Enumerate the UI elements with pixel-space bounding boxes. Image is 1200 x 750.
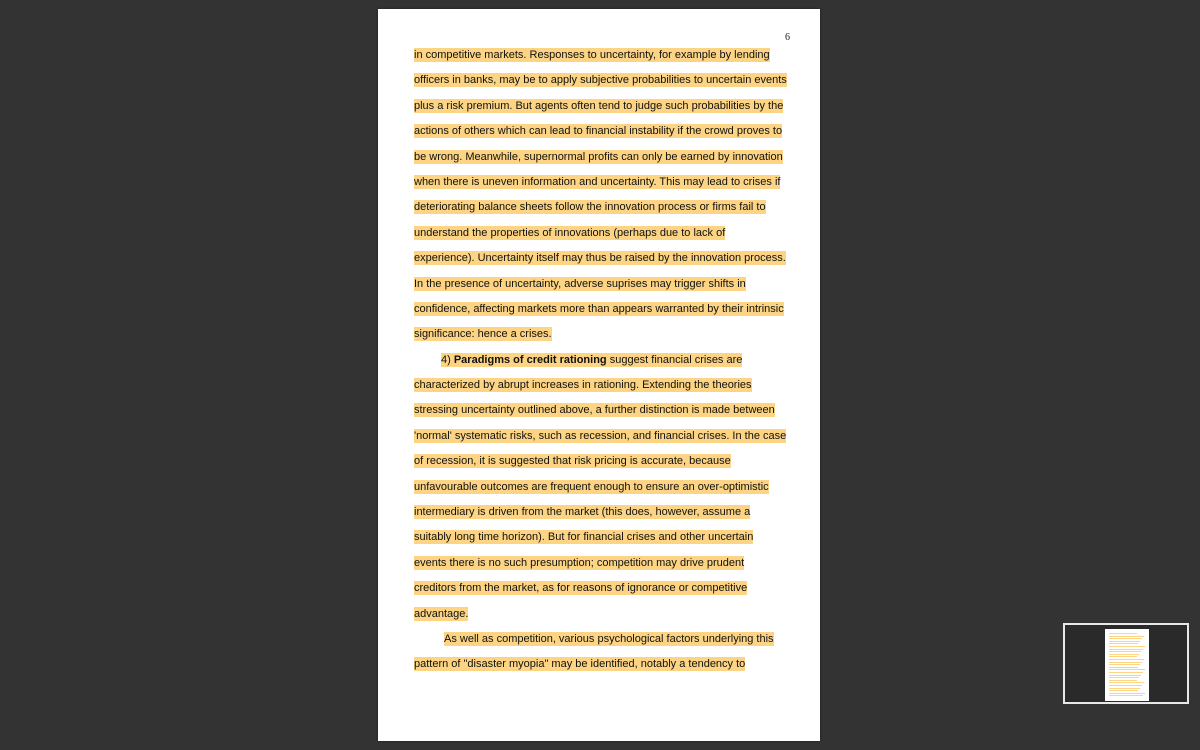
text-segment: of recession, it is suggested that risk pricing is accurate, because (414, 455, 731, 468)
text-segment: As well as competition, various psychological factors underlying this (444, 632, 774, 645)
text-line (414, 475, 804, 500)
thumbnail-line (1109, 651, 1141, 652)
text-segment: pattern of "disaster myopia" may be identified, notably a tendency to (414, 658, 746, 671)
text-segment: unfavourable outcomes are frequent enough to ensure an over-optimistic (414, 480, 769, 493)
text-line (414, 551, 804, 576)
highlighted-text (414, 429, 786, 443)
thumbnail-line (1109, 664, 1140, 665)
highlighted-text (414, 226, 725, 240)
highlighted-text (414, 607, 468, 621)
document-page (378, 9, 820, 741)
highlighted-text (414, 403, 775, 417)
text-line (414, 348, 804, 373)
text-line (414, 398, 804, 423)
highlighted-text (414, 150, 783, 164)
thumbnail-line (1109, 682, 1144, 683)
highlighted-text (441, 353, 742, 367)
highlighted-text (414, 556, 744, 570)
thumbnail-line (1109, 688, 1140, 689)
highlighted-text (414, 251, 786, 265)
thumbnail-line (1109, 672, 1143, 673)
text-segment: understand the properties of innovations (perhaps due to lack of (414, 226, 726, 239)
page-number: 6 (785, 32, 790, 43)
highlighted-text (414, 581, 747, 595)
highlighted-text (414, 505, 750, 519)
text-segment: 'normal' systematic risks, such as recession, and financial crises. In the case (414, 429, 787, 442)
text-segment: 4) (441, 353, 454, 366)
text-line (414, 246, 804, 271)
page-navigator[interactable] (1063, 623, 1189, 704)
text-segment: suitably long time horizon). But for financial crises and other uncertain (414, 531, 754, 544)
text-line (414, 272, 804, 297)
highlighted-text (414, 327, 552, 341)
thumbnail-line (1109, 677, 1139, 678)
thumbnail-line (1109, 690, 1138, 691)
text-segment: actions of others which can lead to financial instability if the crowd proves to (414, 125, 783, 138)
text-line (414, 170, 804, 195)
thumbnail-line (1109, 641, 1140, 642)
highlighted-text (414, 200, 766, 214)
text-segment: In the presence of uncertainty, adverse suprises may trigger shifts in (414, 277, 746, 290)
highlighted-text (414, 48, 770, 62)
highlighted-text (414, 480, 769, 494)
text-segment: be wrong. Meanwhile, supernormal profits can only be earned by innovation (414, 150, 783, 163)
thumbnail-line (1109, 695, 1143, 696)
text-line (414, 652, 804, 677)
highlighted-text (414, 302, 784, 316)
text-segment: officers in banks, may be to apply subjective probabilities to uncertain events (414, 74, 787, 87)
text-line (414, 424, 804, 449)
thumbnail-line (1109, 669, 1145, 670)
highlighted-text (414, 277, 746, 291)
highlighted-text (414, 530, 753, 544)
highlighted-text (414, 454, 731, 468)
thumbnail-line (1109, 646, 1145, 647)
text-line (414, 43, 804, 68)
text-segment: characterized by abrupt increases in rationing. Extending the theories (414, 379, 752, 392)
thumbnail-line (1109, 633, 1137, 634)
highlighted-text (414, 657, 745, 671)
text-line (414, 500, 804, 525)
text-segment: confidence, affecting markets more than appears warranted by their intrinsic (414, 302, 784, 315)
highlighted-text (414, 124, 782, 138)
text-segment: in competitive markets. Responses to uncertainty, for example by lending (414, 49, 770, 61)
highlighted-text (414, 175, 780, 189)
thumbnail-line (1109, 667, 1138, 668)
text-segment: advantage. (414, 607, 469, 620)
text-line (414, 602, 804, 627)
thumbnail-line (1109, 636, 1144, 637)
text-segment: when there is uneven information and uncertainty. This may lead to crises if (414, 175, 781, 188)
text-segment: stressing uncertainty outlined above, a further distinction is made between (414, 404, 775, 417)
text-segment: events there is no such presumption; competition may drive prudent (414, 556, 745, 569)
thumbnail-line (1109, 685, 1142, 686)
text-segment: suggest financial crises are (606, 353, 743, 366)
text-line (414, 68, 804, 93)
text-line (414, 576, 804, 601)
text-line (414, 94, 804, 119)
text-line (414, 195, 804, 220)
thumbnail-line (1109, 638, 1142, 639)
text-line (414, 145, 804, 170)
highlighted-text (414, 378, 752, 392)
bold-text-segment: Paradigms of credit rationing (453, 353, 607, 366)
text-segment: intermediary is driven from the market (this does, however, assume a (414, 506, 751, 519)
thumbnail-line (1109, 680, 1137, 681)
highlighted-text (444, 632, 774, 646)
text-segment: deteriorating balance sheets follow the innovation process or firms fail to (414, 201, 766, 214)
thumbnail-line (1109, 662, 1142, 663)
text-line (414, 373, 804, 398)
text-segment: creditors from the market, as for reasons of ignorance or competitive (414, 582, 748, 595)
highlighted-text (414, 99, 783, 113)
text-line (414, 119, 804, 144)
thumbnail-line (1109, 659, 1144, 660)
page-text (414, 43, 804, 678)
text-segment: plus a risk premium. But agents often tend to judge such probabilities by the (414, 99, 784, 112)
text-line (414, 627, 804, 652)
thumbnail-line (1109, 654, 1139, 655)
thumbnail-line (1109, 675, 1141, 676)
text-line (414, 449, 804, 474)
thumbnail-line (1109, 693, 1145, 694)
highlighted-text (414, 73, 787, 87)
text-line (414, 322, 804, 347)
text-line (414, 525, 804, 550)
text-line (414, 297, 804, 322)
thumbnail-line (1109, 649, 1143, 650)
thumbnail-line (1109, 656, 1137, 657)
page-thumbnail-icon[interactable] (1105, 629, 1149, 701)
thumbnail-line (1109, 643, 1138, 644)
text-segment: experience). Uncertainty itself may thus be raised by the innovation process. (414, 252, 786, 265)
text-segment: significance: hence a crises. (414, 328, 552, 341)
text-line (414, 221, 804, 246)
